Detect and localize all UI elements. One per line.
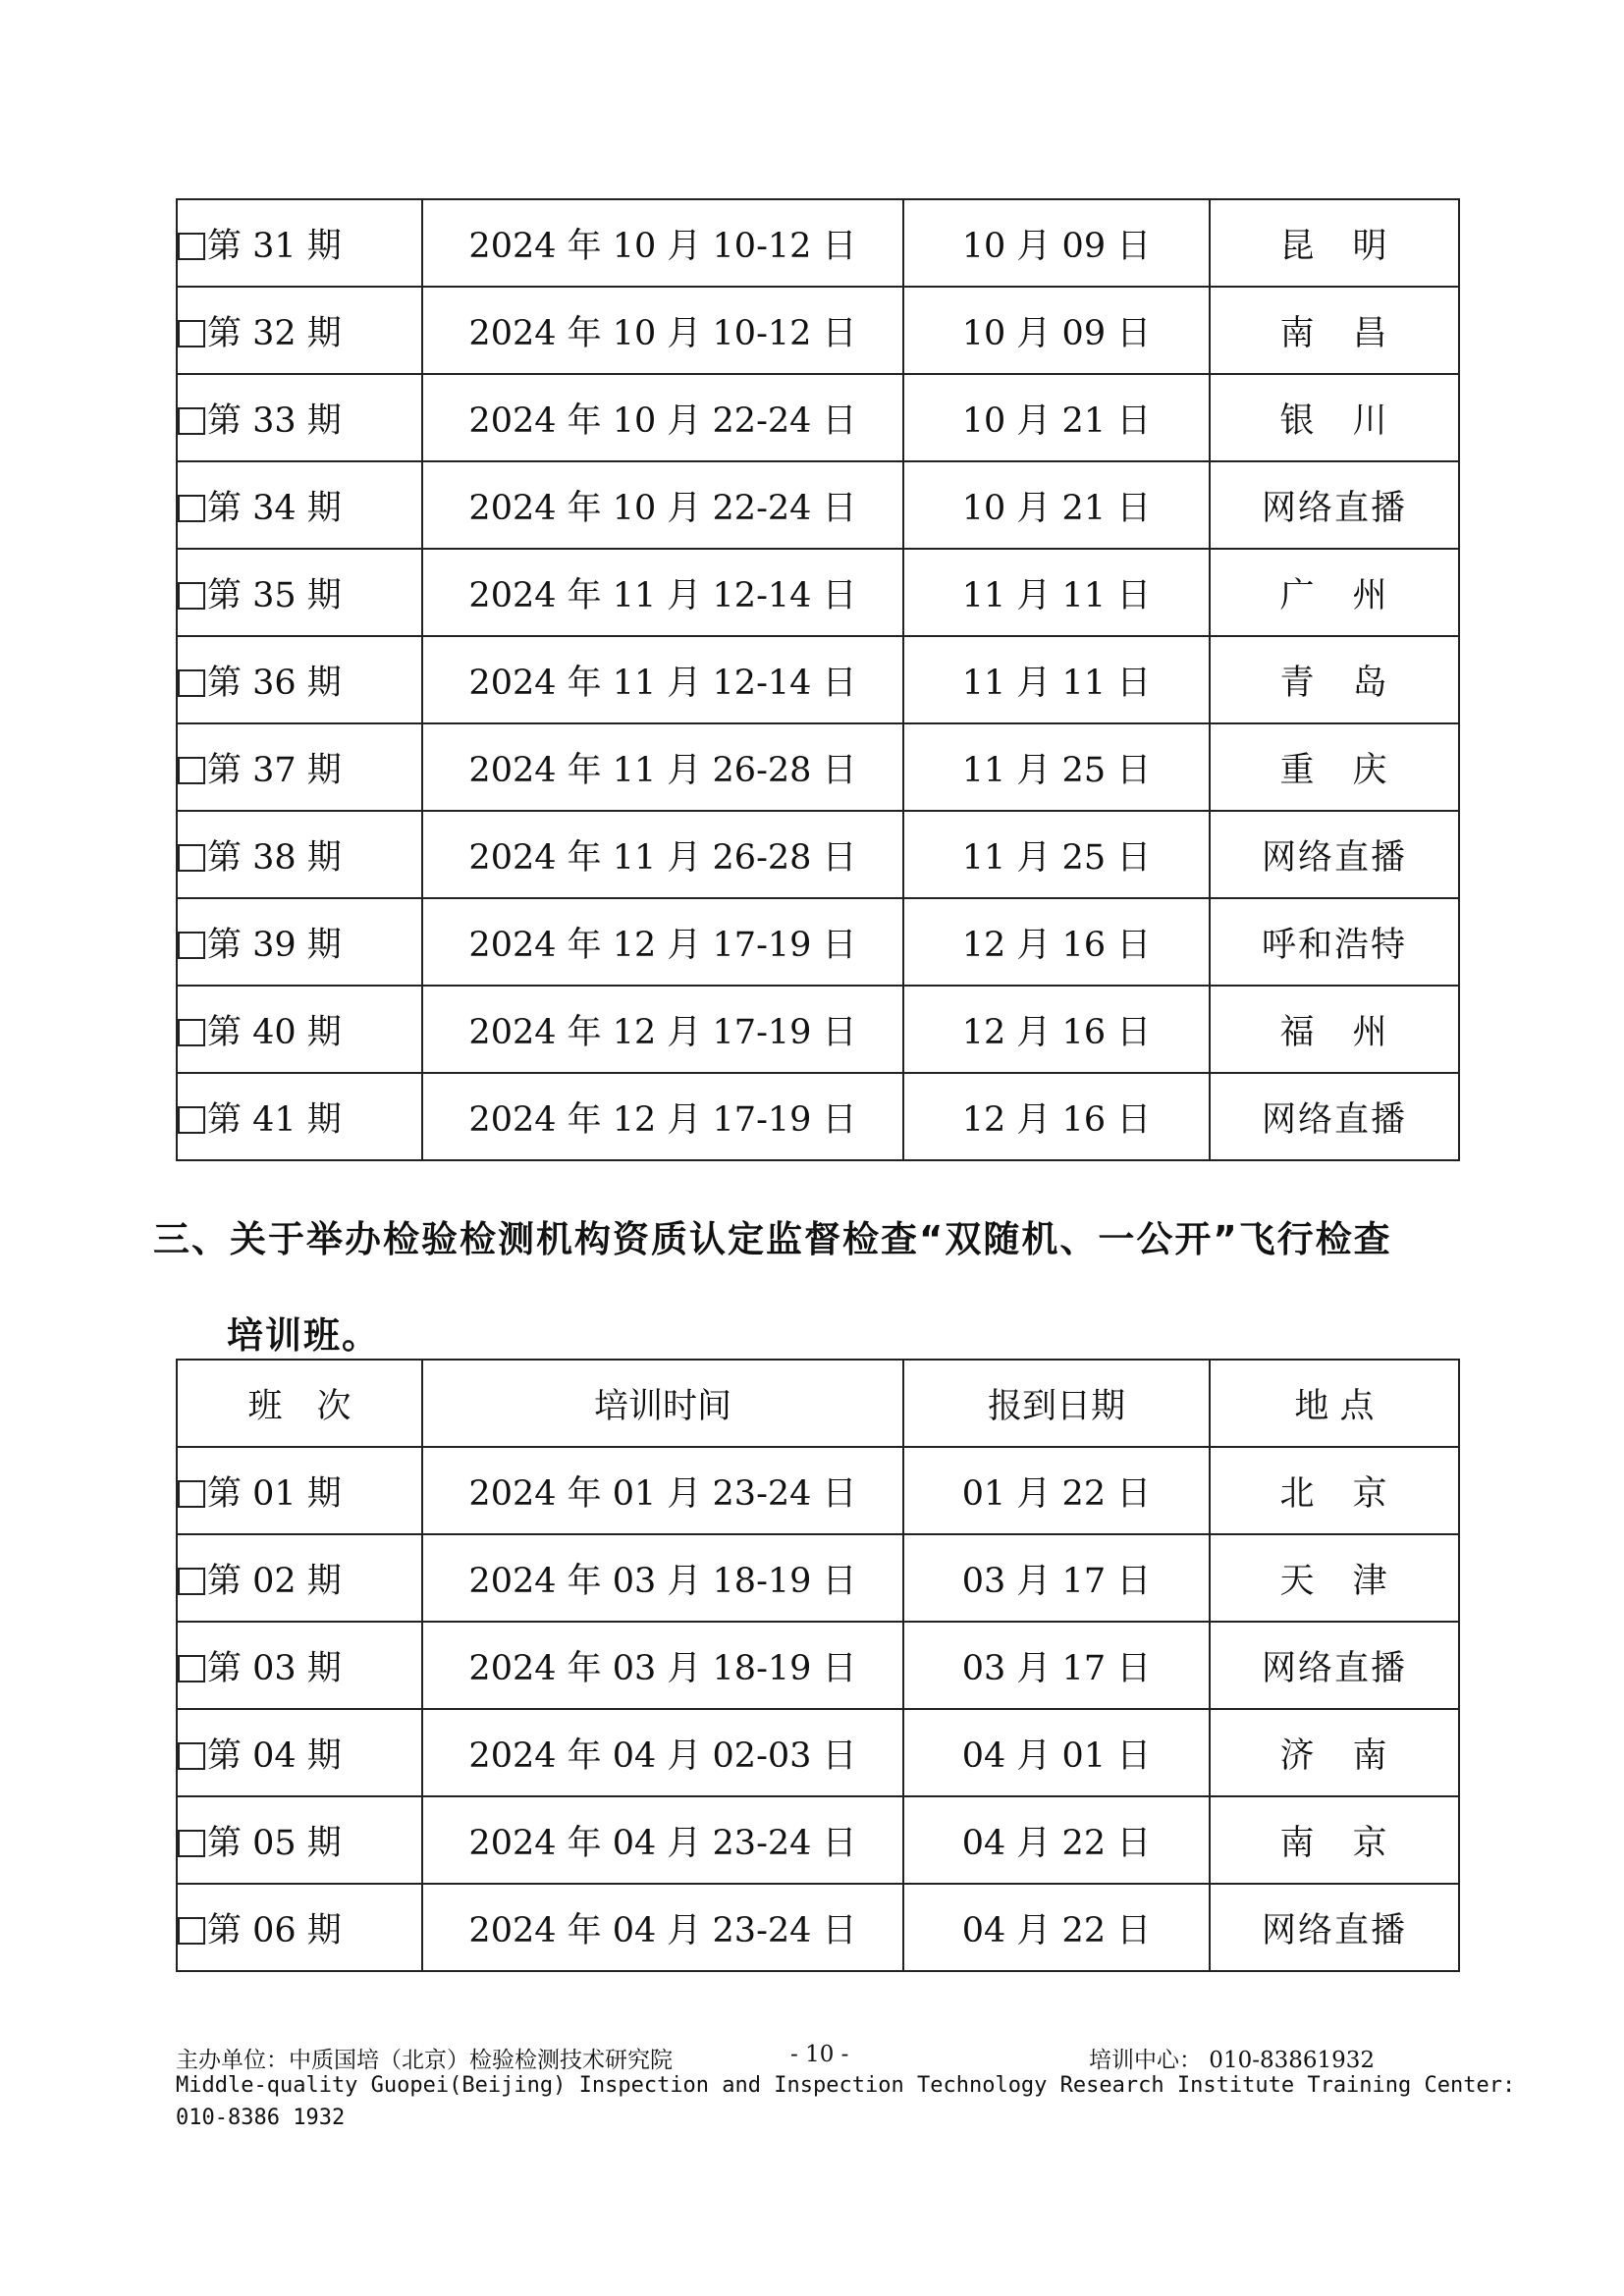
period-cell bbox=[177, 986, 422, 1073]
table-row bbox=[177, 723, 1459, 811]
footer-english-line1: Middle-quality Guopei(Beijing) Inspection and Inspection Technology Research Institute Training Center: bbox=[176, 2073, 1516, 2098]
checkbox-icon[interactable] bbox=[178, 1742, 205, 1770]
report-date-cell: 10 月 09 日 bbox=[903, 287, 1210, 374]
place-cell: 重 庆 bbox=[1210, 723, 1459, 811]
place-cell: 广 州 bbox=[1210, 549, 1459, 636]
report-date-cell: 12 月 16 日 bbox=[903, 1073, 1210, 1160]
table-row bbox=[177, 1534, 1459, 1622]
period-cell bbox=[177, 199, 422, 287]
train-time-cell: 2024 年 11 月 12-14 日 bbox=[422, 636, 903, 723]
period-cell bbox=[177, 1447, 422, 1534]
report-date-cell: 10 月 21 日 bbox=[903, 374, 1210, 461]
table-row bbox=[177, 287, 1459, 374]
period-label: 第 33 期 bbox=[207, 400, 342, 441]
period-cell bbox=[177, 723, 422, 811]
report-date-cell: 01 月 22 日 bbox=[903, 1447, 1210, 1534]
period-cell bbox=[177, 1709, 422, 1796]
table-row bbox=[177, 1709, 1459, 1796]
train-time-cell: 2024 年 10 月 22-24 日 bbox=[422, 374, 903, 461]
table-row bbox=[177, 549, 1459, 636]
table-row bbox=[177, 898, 1459, 986]
report-date-cell: 12 月 16 日 bbox=[903, 898, 1210, 986]
place-cell: 天 津 bbox=[1210, 1534, 1459, 1622]
table-row bbox=[177, 1447, 1459, 1534]
schedule-table-continued bbox=[176, 198, 1460, 1161]
train-time-cell: 2024 年 10 月 10-12 日 bbox=[422, 199, 903, 287]
period-cell bbox=[177, 1622, 422, 1709]
report-date-cell: 11 月 11 日 bbox=[903, 636, 1210, 723]
period-label: 第 01 期 bbox=[207, 1473, 342, 1514]
table-header-row bbox=[177, 1360, 1459, 1447]
report-date-cell: 11 月 25 日 bbox=[903, 723, 1210, 811]
period-cell bbox=[177, 636, 422, 723]
checkbox-icon[interactable] bbox=[178, 495, 205, 522]
checkbox-icon[interactable] bbox=[178, 233, 205, 260]
period-label: 第 32 期 bbox=[207, 313, 342, 353]
table-row bbox=[177, 1622, 1459, 1709]
place-cell: 网络直播 bbox=[1210, 461, 1459, 549]
train-time-cell: 2024 年 12 月 17-19 日 bbox=[422, 1073, 903, 1160]
schedule-table-inspection bbox=[176, 1359, 1460, 1972]
place-cell: 网络直播 bbox=[1210, 1884, 1459, 1971]
train-time-cell: 2024 年 11 月 26-28 日 bbox=[422, 723, 903, 811]
period-cell bbox=[177, 1534, 422, 1622]
checkbox-icon[interactable] bbox=[178, 582, 205, 610]
header-report-date: 报到日期 bbox=[903, 1360, 1210, 1447]
footer-english-line2: 010-8386 1932 bbox=[176, 2106, 346, 2130]
period-label: 第 35 期 bbox=[207, 575, 342, 615]
train-time-cell: 2024 年 12 月 17-19 日 bbox=[422, 986, 903, 1073]
checkbox-icon[interactable] bbox=[178, 932, 205, 959]
report-date-cell: 04 月 01 日 bbox=[903, 1709, 1210, 1796]
train-time-cell: 2024 年 11 月 12-14 日 bbox=[422, 549, 903, 636]
period-label: 第 04 期 bbox=[207, 1735, 342, 1776]
table-row bbox=[177, 1796, 1459, 1884]
train-time-cell: 2024 年 04 月 23-24 日 bbox=[422, 1884, 903, 1971]
place-cell: 南 昌 bbox=[1210, 287, 1459, 374]
table-row bbox=[177, 1073, 1459, 1160]
report-date-cell: 04 月 22 日 bbox=[903, 1884, 1210, 1971]
period-label: 第 36 期 bbox=[207, 663, 342, 703]
place-cell: 昆 明 bbox=[1210, 199, 1459, 287]
table-row bbox=[177, 811, 1459, 898]
report-date-cell: 03 月 17 日 bbox=[903, 1622, 1210, 1709]
checkbox-icon[interactable] bbox=[178, 1568, 205, 1595]
checkbox-icon[interactable] bbox=[178, 1480, 205, 1508]
report-date-cell: 03 月 17 日 bbox=[903, 1534, 1210, 1622]
period-label: 第 02 期 bbox=[207, 1561, 342, 1601]
table-row bbox=[177, 461, 1459, 549]
checkbox-icon[interactable] bbox=[178, 1655, 205, 1682]
footer-line bbox=[176, 2042, 1376, 2074]
checkbox-icon[interactable] bbox=[178, 1019, 205, 1046]
table-row bbox=[177, 636, 1459, 723]
period-cell bbox=[177, 1073, 422, 1160]
footer-training-center: 培训中心： 010-83861932 bbox=[1089, 2048, 1376, 2073]
place-cell: 银 川 bbox=[1210, 374, 1459, 461]
table-row bbox=[177, 199, 1459, 287]
train-time-cell: 2024 年 03 月 18-19 日 bbox=[422, 1622, 903, 1709]
place-cell: 青 岛 bbox=[1210, 636, 1459, 723]
checkbox-icon[interactable] bbox=[178, 1106, 205, 1134]
train-time-cell: 2024 年 10 月 10-12 日 bbox=[422, 287, 903, 374]
period-label: 第 38 期 bbox=[207, 837, 342, 878]
checkbox-icon[interactable] bbox=[178, 669, 205, 697]
place-cell: 福 州 bbox=[1210, 986, 1459, 1073]
train-time-cell: 2024 年 10 月 22-24 日 bbox=[422, 461, 903, 549]
report-date-cell: 12 月 16 日 bbox=[903, 986, 1210, 1073]
train-time-cell: 2024 年 01 月 23-24 日 bbox=[422, 1447, 903, 1534]
train-time-cell: 2024 年 11 月 26-28 日 bbox=[422, 811, 903, 898]
period-cell bbox=[177, 898, 422, 986]
table-row bbox=[177, 986, 1459, 1073]
checkbox-icon[interactable] bbox=[178, 407, 205, 435]
period-cell bbox=[177, 461, 422, 549]
train-time-cell: 2024 年 04 月 02-03 日 bbox=[422, 1709, 903, 1796]
period-cell bbox=[177, 1796, 422, 1884]
page-number: - 10 - bbox=[790, 2042, 849, 2067]
checkbox-icon[interactable] bbox=[178, 1830, 205, 1857]
place-cell: 呼和浩特 bbox=[1210, 898, 1459, 986]
place-cell: 济 南 bbox=[1210, 1709, 1459, 1796]
period-cell bbox=[177, 287, 422, 374]
header-train-time: 培训时间 bbox=[422, 1360, 903, 1447]
section-heading: 三、关于举办检验检测机构资质认定监督检查“双随机、一公开”飞行检查 bbox=[153, 1218, 1392, 1260]
report-date-cell: 10 月 21 日 bbox=[903, 461, 1210, 549]
place-cell: 南 京 bbox=[1210, 1796, 1459, 1884]
report-date-cell: 11 月 11 日 bbox=[903, 549, 1210, 636]
train-time-cell: 2024 年 04 月 23-24 日 bbox=[422, 1796, 903, 1884]
train-time-cell: 2024 年 12 月 17-19 日 bbox=[422, 898, 903, 986]
period-label: 第 37 期 bbox=[207, 750, 342, 790]
checkbox-icon[interactable] bbox=[178, 1917, 205, 1945]
report-date-cell: 10 月 09 日 bbox=[903, 199, 1210, 287]
period-label: 第 05 期 bbox=[207, 1823, 342, 1863]
place-cell: 网络直播 bbox=[1210, 1622, 1459, 1709]
checkbox-icon[interactable] bbox=[178, 320, 205, 347]
checkbox-icon[interactable] bbox=[178, 757, 205, 784]
period-label: 第 34 期 bbox=[207, 488, 342, 528]
header-period: 班 次 bbox=[177, 1360, 422, 1447]
train-time-cell: 2024 年 03 月 18-19 日 bbox=[422, 1534, 903, 1622]
place-cell: 北 京 bbox=[1210, 1447, 1459, 1534]
footer-organizer: 主办单位：中质国培（北京）检验检测技术研究院 bbox=[176, 2048, 673, 2073]
checkbox-icon[interactable] bbox=[178, 844, 205, 872]
place-cell: 网络直播 bbox=[1210, 811, 1459, 898]
period-cell bbox=[177, 811, 422, 898]
period-label: 第 40 期 bbox=[207, 1012, 342, 1052]
header-place: 地 点 bbox=[1210, 1360, 1459, 1447]
report-date-cell: 04 月 22 日 bbox=[903, 1796, 1210, 1884]
period-label: 第 41 期 bbox=[207, 1099, 342, 1140]
report-date-cell: 11 月 25 日 bbox=[903, 811, 1210, 898]
table-row bbox=[177, 1884, 1459, 1971]
table-row bbox=[177, 374, 1459, 461]
period-cell bbox=[177, 549, 422, 636]
period-cell bbox=[177, 374, 422, 461]
period-label: 第 39 期 bbox=[207, 925, 342, 965]
period-label: 第 31 期 bbox=[207, 226, 342, 266]
section-heading-continued: 培训班。 bbox=[227, 1314, 380, 1357]
period-label: 第 03 期 bbox=[207, 1648, 342, 1688]
period-label: 第 06 期 bbox=[207, 1910, 342, 1950]
place-cell: 网络直播 bbox=[1210, 1073, 1459, 1160]
period-cell bbox=[177, 1884, 422, 1971]
